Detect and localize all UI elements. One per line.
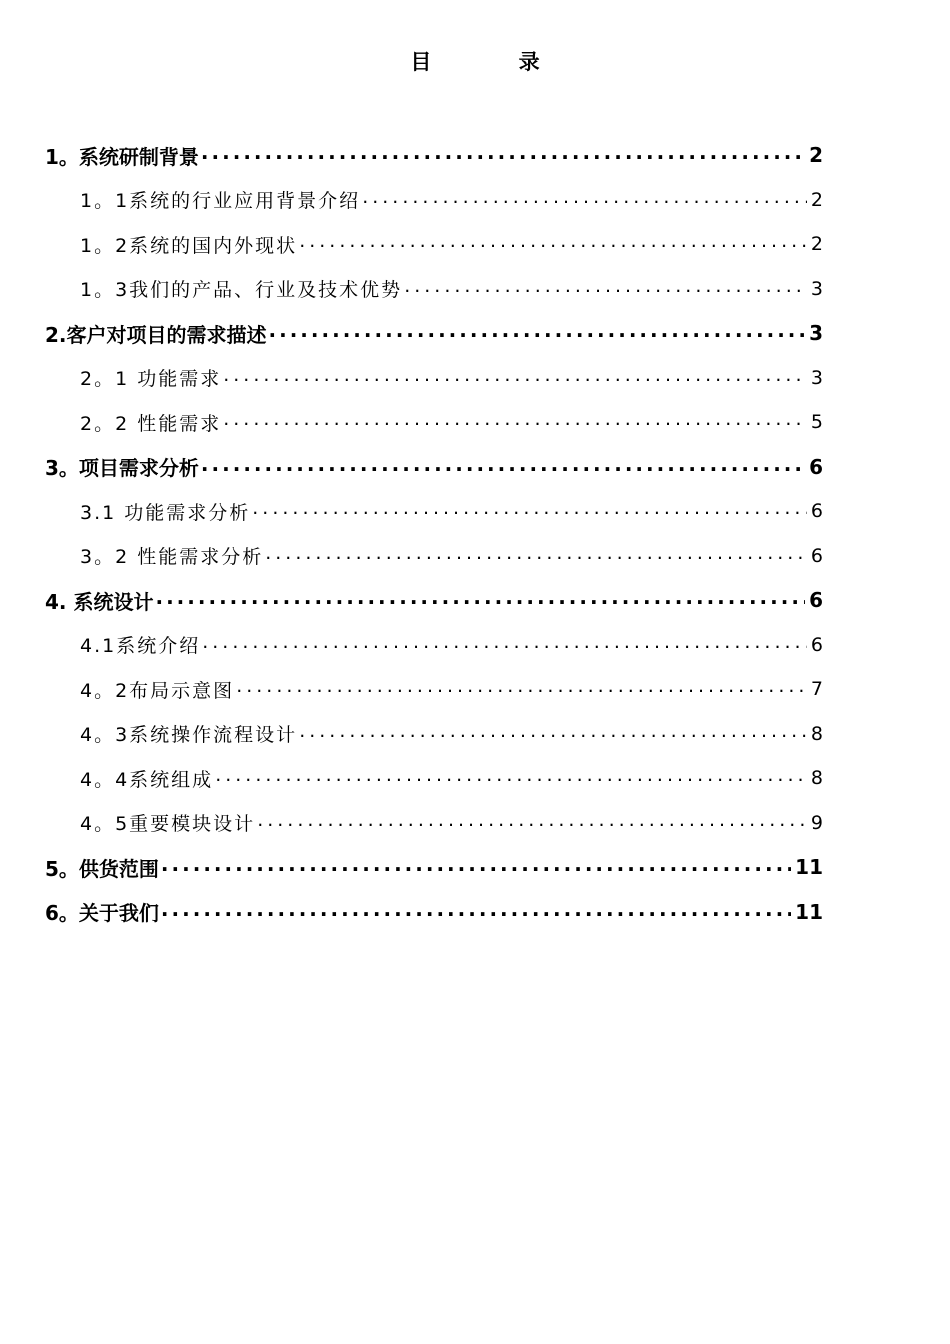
- toc-entry-page: 9: [810, 811, 823, 834]
- table-of-contents: [0, 133, 950, 934]
- toc-leader-dots: [223, 408, 807, 430]
- toc-entry[interactable]: [0, 400, 950, 445]
- toc-entry-page: 5: [810, 411, 823, 434]
- toc-entry-page: 3: [810, 277, 823, 300]
- toc-leader-dots: [223, 364, 807, 386]
- toc-entry-label: 3。2 性能需求分析: [80, 546, 264, 569]
- toc-entry[interactable]: [0, 756, 950, 801]
- toc-entry-label: 6。关于我们: [45, 901, 159, 926]
- toc-leader-dots: [236, 675, 807, 697]
- toc-entry-page: 6: [809, 454, 823, 479]
- toc-entry-label: 3.1 功能需求分析: [80, 501, 251, 524]
- toc-entry-label: 2。2 性能需求: [80, 412, 222, 435]
- toc-entry-label: 1。1系统的行业应用背景介绍: [80, 190, 361, 213]
- toc-leader-dots: [257, 809, 807, 831]
- toc-entry[interactable]: [0, 178, 950, 223]
- toc-entry-page: 6: [810, 500, 823, 523]
- toc-leader-dots: [202, 631, 807, 653]
- toc-entry[interactable]: [0, 133, 950, 178]
- toc-entry-label: 2。1 功能需求: [80, 368, 222, 391]
- toc-leader-dots: [201, 452, 805, 476]
- toc-entry[interactable]: [0, 222, 950, 267]
- toc-entry[interactable]: [0, 445, 950, 490]
- toc-entry-page: 6: [809, 588, 823, 613]
- toc-leader-dots: [161, 897, 791, 921]
- toc-entry-label: 5。供货范围: [45, 856, 159, 881]
- toc-entry-page: 2: [810, 233, 823, 256]
- toc-entry[interactable]: [0, 356, 950, 401]
- toc-leader-dots: [252, 497, 807, 519]
- toc-entry-label: 1。3我们的产品、行业及技术优势: [80, 279, 403, 302]
- toc-entry[interactable]: [0, 311, 950, 356]
- toc-entry-label: 4。3系统操作流程设计: [80, 724, 298, 747]
- toc-entry[interactable]: [0, 801, 950, 846]
- toc-entry[interactable]: [0, 534, 950, 579]
- toc-entry[interactable]: [0, 845, 950, 890]
- toc-entry[interactable]: [0, 623, 950, 668]
- toc-entry-label: 4。4系统组成: [80, 768, 214, 791]
- toc-leader-dots: [362, 186, 807, 208]
- toc-entry-page: 11: [795, 899, 823, 924]
- toc-leader-dots: [201, 140, 805, 164]
- toc-entry-page: 6: [810, 544, 823, 567]
- toc-leader-dots: [215, 764, 807, 786]
- toc-entry[interactable]: [0, 267, 950, 312]
- toc-entry-page: 2: [810, 188, 823, 211]
- toc-leader-dots: [269, 318, 806, 342]
- toc-entry-label: 4。2布局示意图: [80, 679, 235, 702]
- toc-entry-page: 2: [809, 143, 823, 168]
- toc-leader-dots: [155, 585, 805, 609]
- toc-entry-page: 8: [810, 722, 823, 745]
- toc-entry-page: 8: [810, 767, 823, 790]
- toc-entry[interactable]: [0, 890, 950, 935]
- toc-entry[interactable]: [0, 667, 950, 712]
- toc-entry-page: 3: [810, 366, 823, 389]
- toc-entry-page: 7: [810, 678, 823, 701]
- toc-entry[interactable]: [0, 712, 950, 757]
- toc-entry-page: 3: [809, 321, 823, 346]
- toc-leader-dots: [404, 275, 807, 297]
- toc-entry[interactable]: [0, 489, 950, 534]
- toc-entry-label: 3。项目需求分析: [45, 456, 199, 481]
- toc-leader-dots: [299, 720, 807, 742]
- toc-entry-label: 1。系统研制背景: [45, 144, 199, 169]
- toc-entry-page: 6: [810, 633, 823, 656]
- toc-leader-dots: [265, 542, 807, 564]
- toc-leader-dots: [299, 230, 807, 252]
- toc-title: 目 录: [410, 50, 580, 74]
- toc-entry[interactable]: [0, 578, 950, 623]
- toc-entry-label: 4. 系统设计: [45, 589, 154, 614]
- toc-entry-label: 2.客户对项目的需求描述: [45, 322, 267, 347]
- toc-leader-dots: [161, 852, 791, 876]
- toc-entry-page: 11: [795, 855, 823, 880]
- toc-entry-label: 1。2系统的国内外现状: [80, 234, 298, 257]
- toc-entry-label: 4。5重要模块设计: [80, 813, 256, 836]
- toc-entry-label: 4.1系统介绍: [80, 635, 201, 658]
